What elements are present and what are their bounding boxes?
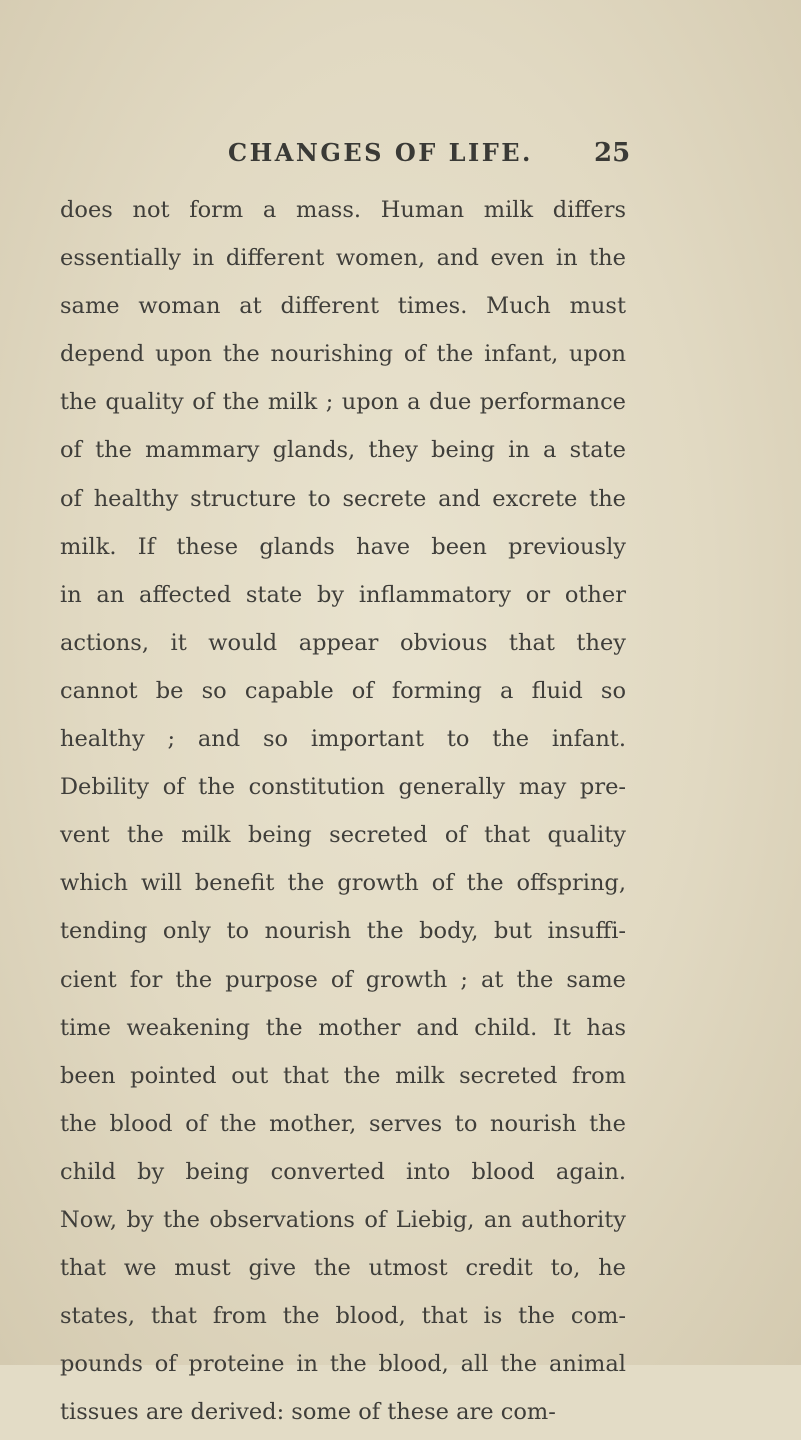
text-line: states, that from the blood, that is the com- (60, 1303, 626, 1330)
text-line: depend upon the nourishing of the infant, upon (60, 341, 626, 368)
text-line: tending only to nourish the body, but insuffi- (60, 918, 626, 945)
text-line: essentially in different women, and even in the (60, 245, 626, 272)
text-line: the blood of the mother, serves to nourish the (60, 1110, 626, 1137)
running-title: CHANGES OF LIFE. (228, 138, 533, 167)
text-line: of the mammary glands, they being in a state (60, 437, 626, 464)
text-line: cannot be so capable of forming a fluid so (60, 677, 626, 704)
text-line: Now, by the observations of Liebig, an authority (60, 1206, 626, 1233)
text-line: that we must give the utmost credit to, he (60, 1255, 626, 1282)
text-line: healthy ; and so important to the infant. (60, 726, 626, 753)
text-line: been pointed out that the milk secreted from (60, 1062, 626, 1089)
text-line: the quality of the milk ; upon a due performance (60, 389, 626, 416)
text-line: tissues are derived: some of these are com- (60, 1399, 556, 1426)
text-line: cient for the purpose of growth ; at the same (60, 966, 626, 993)
text-line: actions, it would appear obvious that they (60, 629, 626, 656)
text-line: in an affected state by inflammatory or other (60, 581, 626, 608)
text-line: pounds of proteine in the blood, all the animal (60, 1351, 626, 1378)
text-line: milk. If these glands have been previously (60, 533, 626, 560)
body-text (60, 190, 626, 1440)
text-line: same woman at different times. Much must (60, 293, 626, 320)
text-line: child by being converted into blood again. (60, 1158, 626, 1185)
text-line: which will benefit the growth of the offspring, (60, 870, 626, 897)
page-header (0, 138, 801, 178)
text-line: time weakening the mother and child. It has (60, 1014, 626, 1041)
text-line: does not form a mass. Human milk differs (60, 197, 626, 223)
page-number: 25 (594, 138, 631, 168)
text-line: Debility of the constitution generally may pre- (60, 774, 626, 801)
text-line: vent the milk being secreted of that quality (60, 822, 626, 849)
text-line: of healthy structure to secrete and excrete the (60, 485, 626, 512)
